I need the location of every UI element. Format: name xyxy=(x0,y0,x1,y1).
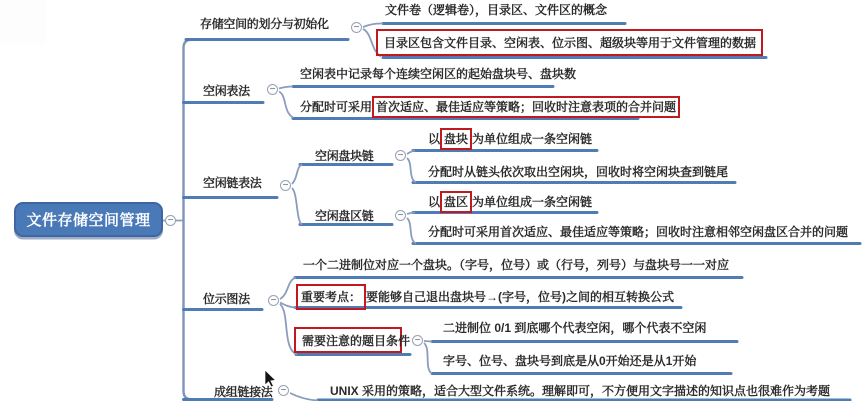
alloc-highlight: 首次适应、最佳适应等策略；回收时注意表项的合并问题 xyxy=(372,96,680,118)
collapse-icon[interactable]: − xyxy=(412,335,423,346)
collapse-icon[interactable]: − xyxy=(267,84,278,95)
collapse-icon[interactable]: − xyxy=(395,150,406,161)
subtopic-block-unit[interactable] xyxy=(428,132,592,146)
collapse-icon[interactable]: − xyxy=(278,385,289,396)
subtopic-table-record[interactable]: 空闲表中记录每个连续空闲区的起始盘块号、盘块数 xyxy=(300,67,577,81)
collapse-icon[interactable]: − xyxy=(280,180,291,191)
collapse-icon[interactable]: − xyxy=(351,22,362,33)
keypoint-highlight: 重要考点： xyxy=(296,284,366,310)
root-topic[interactable]: 文件存储空间管理 xyxy=(14,202,163,237)
collapse-icon[interactable]: − xyxy=(268,295,279,306)
topic-conditions-text: 需要注意的题目条件 xyxy=(302,333,411,348)
subtopic-condition-2[interactable]: 字号、位号、盘块号到底是从0开始还是从1开始 xyxy=(443,354,697,368)
keypoint-text: 要能够自己退出盘块号→(字号，位号)之间的相互转换公式 xyxy=(366,290,675,304)
unit-highlight: 盘区 xyxy=(440,191,472,213)
unit-pre: 以 xyxy=(428,195,441,209)
subtopic-bitmap-mapping[interactable]: 一个二进制位对应一个盘块。（字号，位号）或（行号，列号）与盘块号一一对应 xyxy=(303,258,730,272)
subtopic-table-alloc[interactable] xyxy=(300,100,680,114)
subtopic-extent-unit[interactable] xyxy=(428,195,592,209)
subtopic-extent-alloc[interactable]: 分配时可采用首次适应、最佳适应等策略；回收时注意相邻空闲盘区合并的问题 xyxy=(428,225,849,239)
collapse-icon[interactable]: − xyxy=(165,215,176,226)
unit-post: 为单位组成一条空闲链 xyxy=(472,132,593,146)
topic-conditions-highlight[interactable] xyxy=(294,327,411,353)
unit-post: 为单位组成一条空闲链 xyxy=(472,195,593,209)
subtopic-directory-area-text: 目录区包含文件目录、空闲表、位示图、超级块等用于文件管理的数据 xyxy=(384,36,757,50)
unit-pre: 以 xyxy=(428,132,441,146)
subtopic-unix-note[interactable]: UNIX 采用的策略，适合大型文件系统。理解即可，不方便用文字描述的知识点也很难作为考题 xyxy=(330,384,831,398)
topic-extent-chain[interactable]: 空闲盘区链 xyxy=(315,209,374,223)
topic-storage-init[interactable]: 存储空间的划分与初始化 xyxy=(200,17,329,31)
subtopic-directory-area-highlight[interactable] xyxy=(376,29,763,56)
subtopic-volume-concept[interactable]: 文件卷（逻辑卷），目录区、文件区的概念 xyxy=(385,3,608,17)
topic-block-chain[interactable]: 空闲盘块链 xyxy=(315,149,374,163)
unit-highlight: 盘块 xyxy=(440,128,472,150)
topic-bitmap[interactable]: 位示图法 xyxy=(203,292,250,306)
topic-free-table[interactable]: 空闲表法 xyxy=(203,84,250,98)
alloc-text: 分配时可采用 xyxy=(300,100,373,114)
subtopic-condition-1[interactable]: 二进制位 0/1 到底哪个代表空闲，哪个代表不空闲 xyxy=(443,321,707,335)
topic-free-list[interactable]: 空闲链表法 xyxy=(203,176,262,190)
collapse-icon[interactable]: − xyxy=(395,210,406,221)
subtopic-bitmap-keypoint[interactable] xyxy=(301,290,674,304)
topic-grouped-link[interactable]: 成组链接法 xyxy=(214,385,273,399)
subtopic-block-alloc[interactable]: 分配时从链头依次取出空闲块，回收时将空闲块查到链尾 xyxy=(428,165,729,179)
